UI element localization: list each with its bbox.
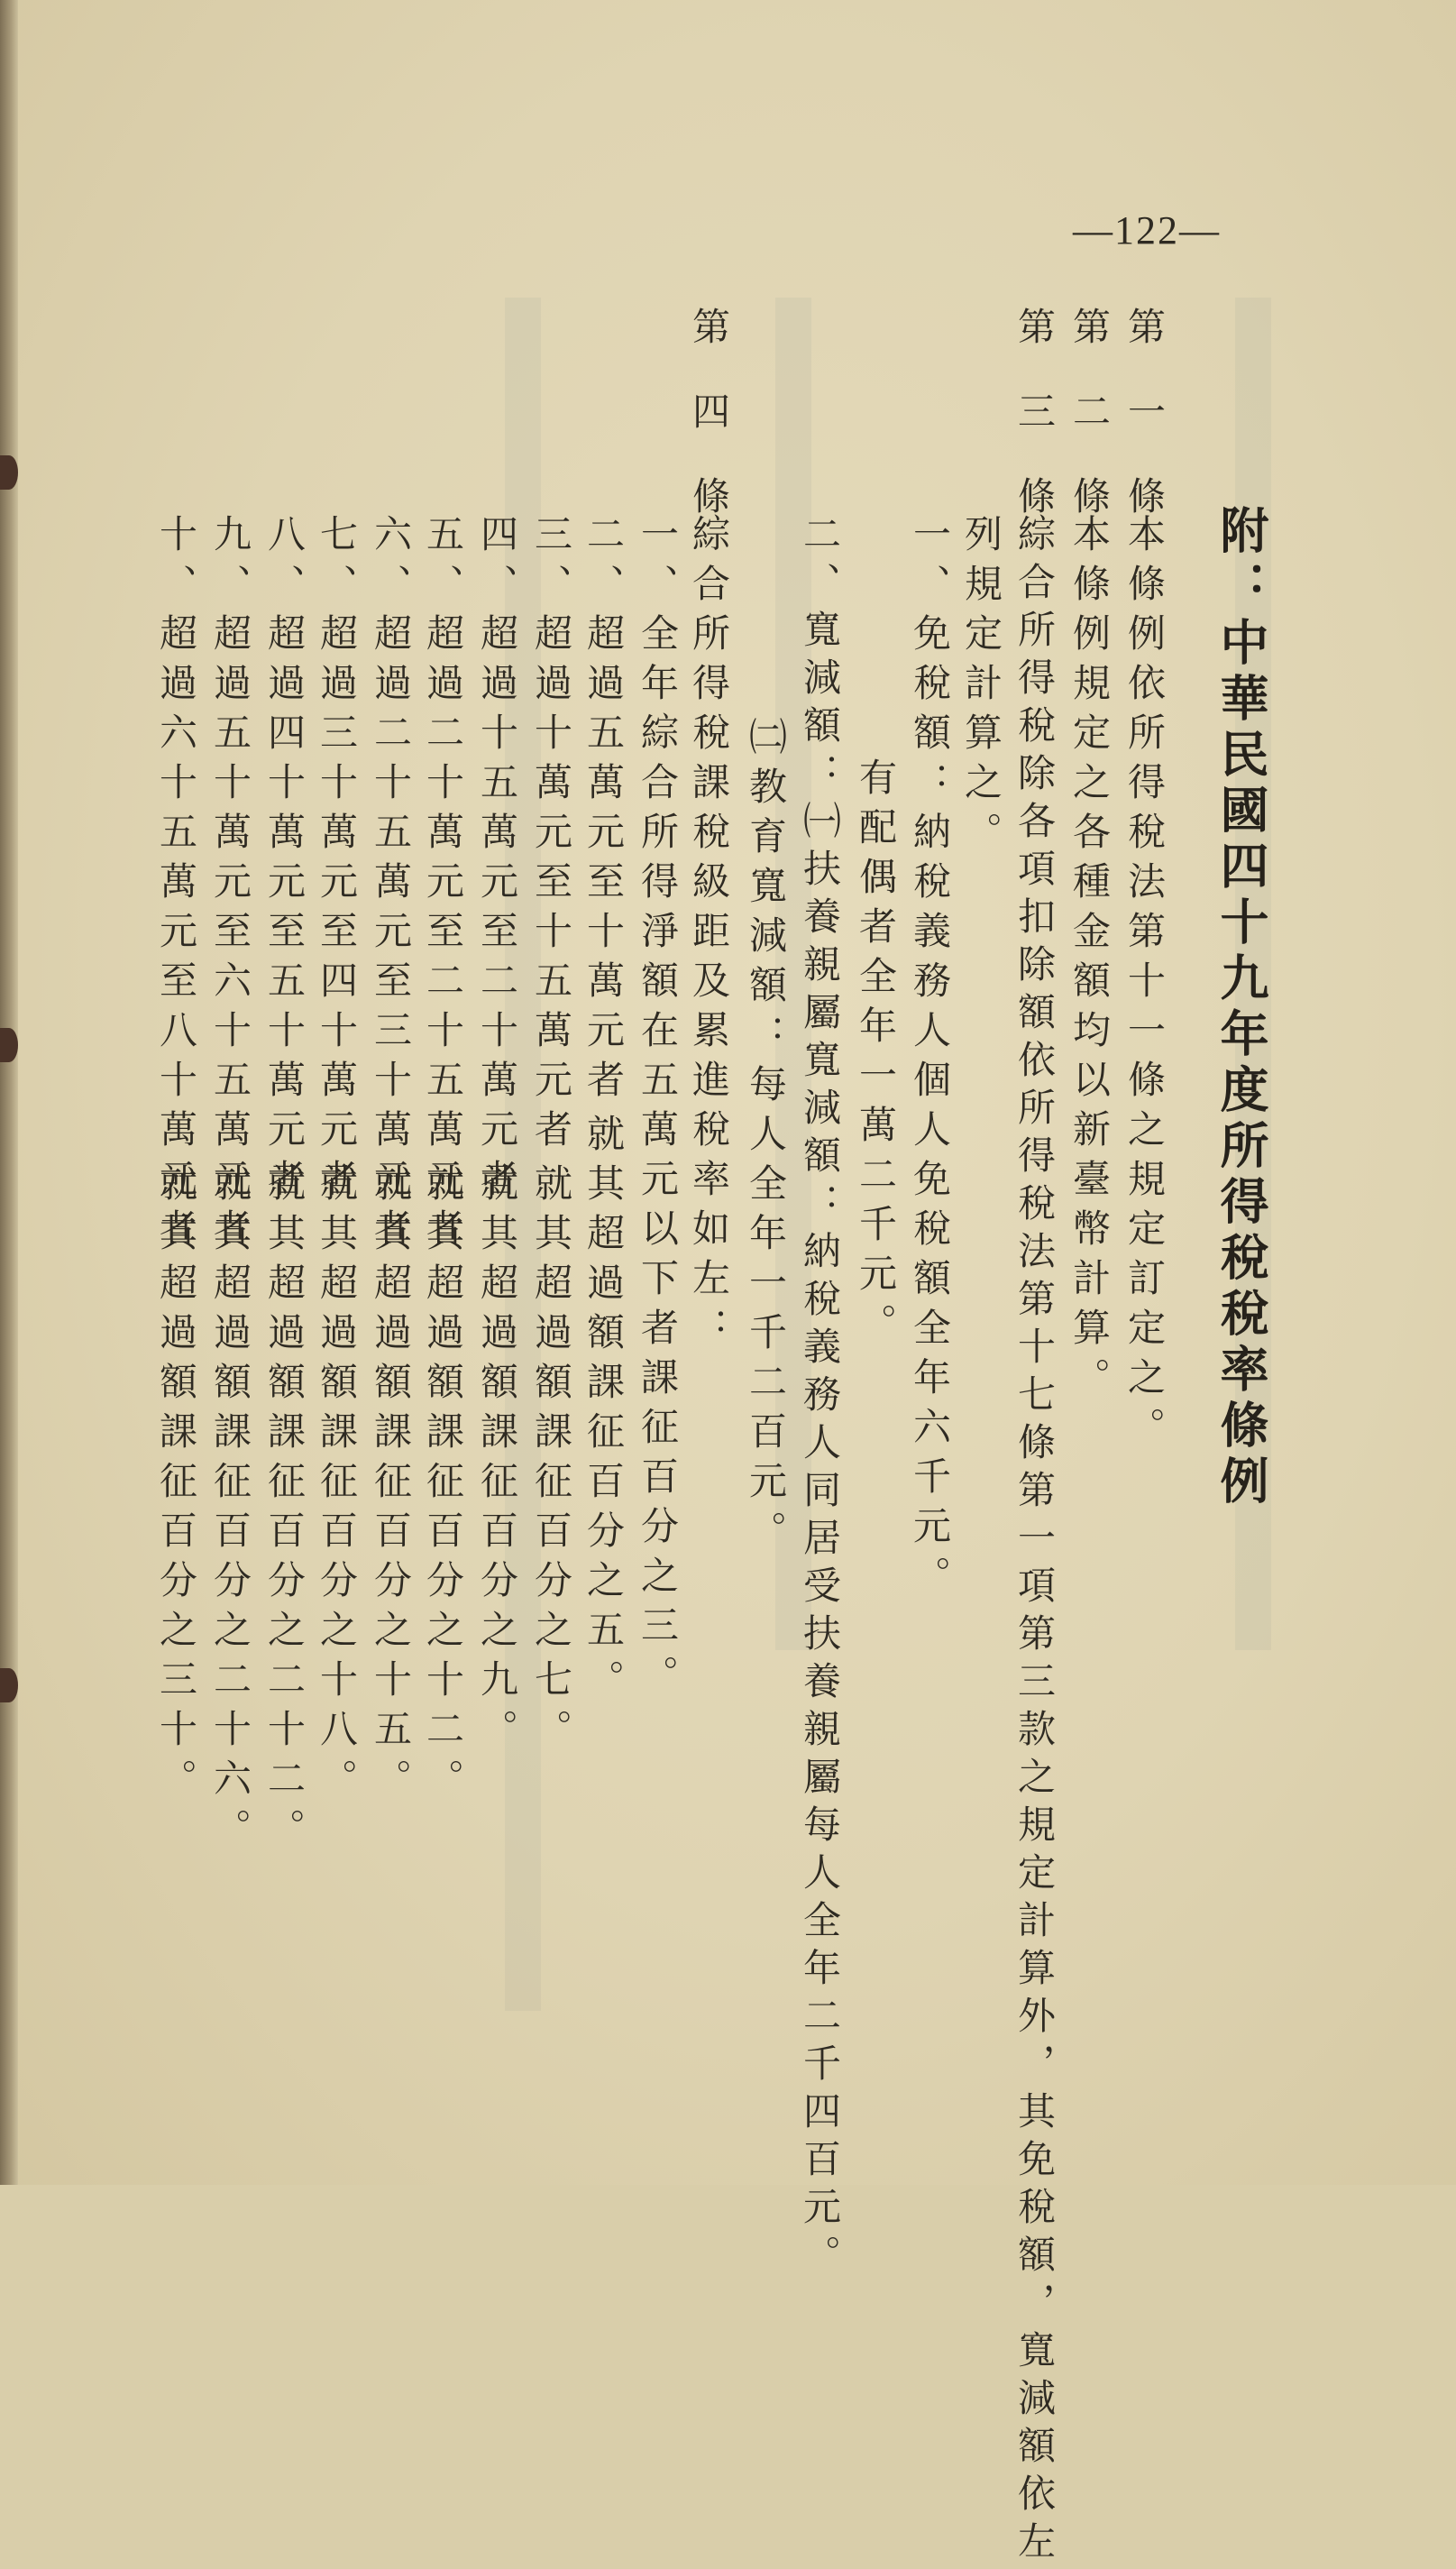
bracket-row-10-rate: 就其超過額課征百分之三十。 [154, 1163, 198, 1808]
bracket-row-4-range: 四、超過十五萬元至二十萬元者 [475, 514, 519, 1208]
article-1-heading: 第一條 [1122, 307, 1167, 561]
bracket-row-3-range: 三、超過十萬元至十五萬元者 [529, 514, 573, 1159]
bracket-row-2-range: 二、超過五萬元至十萬元者 [581, 514, 626, 1109]
article-2-heading: 第二條 [1067, 307, 1112, 561]
bracket-row-7-rate: 就其超過額課征百分之十八。 [315, 1163, 359, 1808]
binding-hole [0, 455, 18, 490]
article-1-text: 本條例依所得稅法第十一條之規定訂定之。 [1122, 514, 1167, 1456]
bracket-row-9-rate: 就其超過額課征百分之二十六。 [208, 1163, 252, 1858]
page-title: 附：中華民國四十九年度所得稅稅率條例 [1213, 505, 1270, 1511]
bracket-row-2-rate: 就其超過額課征百分之五。 [581, 1114, 626, 1709]
article-3-text-continued: 列規定計算之。 [959, 514, 1003, 861]
education-deduction-item: ㈡教育寬減額：每人全年一千二百元。 [744, 717, 788, 1560]
bracket-row-5-range: 五、超過二十萬元至二十五萬元者 [421, 514, 465, 1258]
book-binding-edge [0, 0, 18, 2185]
bracket-row-6-rate: 就其超過額課征百分之十五。 [369, 1163, 413, 1808]
bracket-row-7-range: 七、超過三十萬元至四十萬元者 [315, 514, 359, 1208]
exemption-item: 一、免稅額：納稅義務人個人免稅額全年六千元。 [908, 514, 952, 1605]
article-3-heading: 第三條 [1012, 307, 1057, 561]
page-number: —122— [1073, 208, 1221, 252]
article-4-text: 綜合所得稅課稅級距及累進稅率如左： [687, 514, 731, 1357]
article-2-text: 本條例規定之各種金額均以新臺幣計算。 [1067, 514, 1112, 1407]
bracket-row-9-range: 九、超過五十萬元至六十五萬元者 [208, 514, 252, 1258]
article-3-text: 綜合所得稅除各項扣除額依所得稅法第十七條第一項第三款之規定計算外，其免稅額，寬減額依左 [1012, 514, 1057, 2569]
bracket-row-1: 一、全年綜合所得淨額在五萬元以下者課征百分之三。 [636, 514, 680, 1704]
deduction-item: 二、寬減額：㈠扶養親屬寬減額：納稅義務人同居受扶養親屬每人全年二千四百元。 [798, 514, 842, 2282]
bracket-row-8-rate: 就其超過額課征百分之二十二。 [262, 1163, 307, 1858]
bracket-row-10-range: 十、超過六十五萬元至八十萬元者 [154, 514, 198, 1258]
exemption-item-spouse: 有配偶者全年一萬二千元。 [854, 757, 898, 1353]
bracket-row-6-range: 六、超過二十五萬元至三十萬元者 [369, 514, 413, 1258]
bracket-row-5-rate: 就其超過額課征百分之十二。 [421, 1163, 465, 1808]
bracket-row-4-rate: 就其超過額課征百分之九。 [475, 1163, 519, 1758]
article-4-heading: 第四條 [687, 307, 731, 561]
bracket-row-3-rate: 就其超過額課征百分之七。 [529, 1163, 573, 1758]
binding-hole [0, 1668, 18, 1702]
bracket-row-8-range: 八、超過四十萬元至五十萬元者 [262, 514, 307, 1208]
binding-hole [0, 1028, 18, 1062]
